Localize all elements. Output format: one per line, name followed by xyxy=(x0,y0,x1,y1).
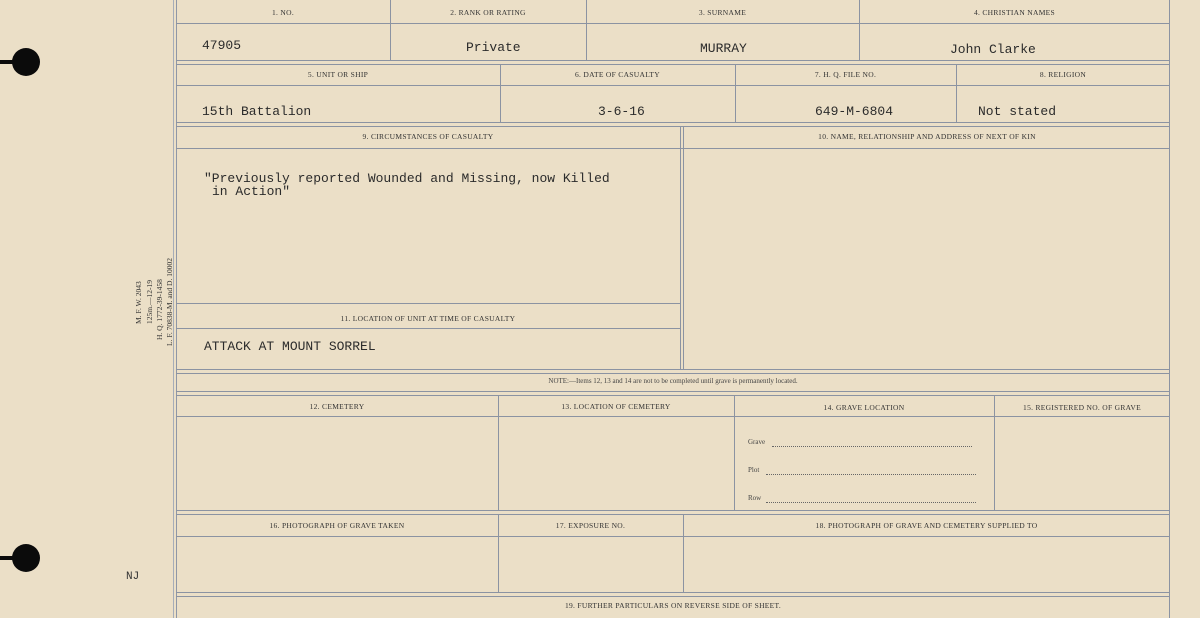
label-exposure-no: 17. EXPOSURE NO. xyxy=(555,521,626,530)
value-location-of-unit: ATTACK AT MOUNT SORREL xyxy=(204,339,376,354)
value-rank: Private xyxy=(466,40,521,55)
label-photo-taken: 16. PHOTOGRAPH OF GRAVE TAKEN xyxy=(269,521,405,530)
punch-hole-bottom xyxy=(12,544,40,572)
label-surname: 3. SURNAME xyxy=(698,8,747,17)
plot-label: Plot xyxy=(748,466,760,474)
label-christian-names: 4. CHRISTIAN NAMES xyxy=(973,8,1056,17)
label-location-of-unit: 11. LOCATION OF UNIT AT TIME OF CASUALTY xyxy=(340,314,516,323)
punch-hole-top xyxy=(12,48,40,76)
label-no: 1. NO. xyxy=(271,8,294,17)
note: NOTE:—Items 12, 13 and 14 are not to be completed until grave is permanently located. xyxy=(548,377,798,385)
label-further: 19. FURTHER PARTICULARS ON REVERSE SIDE OF SHEET. xyxy=(564,601,782,610)
label-registered-no: 15. REGISTERED NO. OF GRAVE xyxy=(1023,403,1141,412)
label-location-of-cemetery: 13. LOCATION OF CEMETERY xyxy=(561,402,671,411)
value-unit: 15th Battalion xyxy=(202,104,312,119)
label-circumstances: 9. CIRCUMSTANCES OF CASUALTY xyxy=(362,132,494,141)
form-code-1: M. F. W. 2043 xyxy=(134,281,143,324)
value-circumstances-line1: "Previously reported Wounded and Missing, now Killed xyxy=(204,171,610,186)
form-code-2: 125m.—12-19 xyxy=(145,280,154,324)
label-photo-supplied: 18. PHOTOGRAPH OF GRAVE AND CEMETERY SUPPLIED TO xyxy=(815,521,1038,530)
label-rank: 2. RANK OR RATING xyxy=(450,8,526,17)
value-circumstances-line2: in Action" xyxy=(212,184,291,199)
label-religion: 8. RELIGION xyxy=(1039,70,1087,79)
value-religion: Not stated xyxy=(978,104,1057,119)
value-no: 47905 xyxy=(202,38,242,53)
label-unit: 5. UNIT OR SHIP xyxy=(307,70,369,79)
label-cemetery: 12. CEMETERY xyxy=(309,402,365,411)
label-hq-file: 7. H. Q. FILE NO. xyxy=(814,70,877,79)
label-date: 6. DATE OF CASUALTY xyxy=(574,70,660,79)
form-code-4: L. F. 70838-M. and D. 10002 xyxy=(165,258,174,346)
value-date: 3-6-16 xyxy=(598,104,645,119)
label-grave-location: 14. GRAVE LOCATION xyxy=(823,403,905,412)
label-next-of-kin: 10. NAME, RELATIONSHIP AND ADDRESS OF NEXT OF KIN xyxy=(818,132,1036,141)
value-hq-file: 649-M-6804 xyxy=(815,104,894,119)
form-code-3: H. Q. 1772-39-1458 xyxy=(155,279,164,340)
value-surname: MURRAY xyxy=(700,41,747,56)
initials: NJ xyxy=(126,571,140,583)
row-label: Row xyxy=(748,494,762,502)
grave-label: Grave xyxy=(748,438,766,446)
value-christian-names: John Clarke xyxy=(950,42,1036,57)
